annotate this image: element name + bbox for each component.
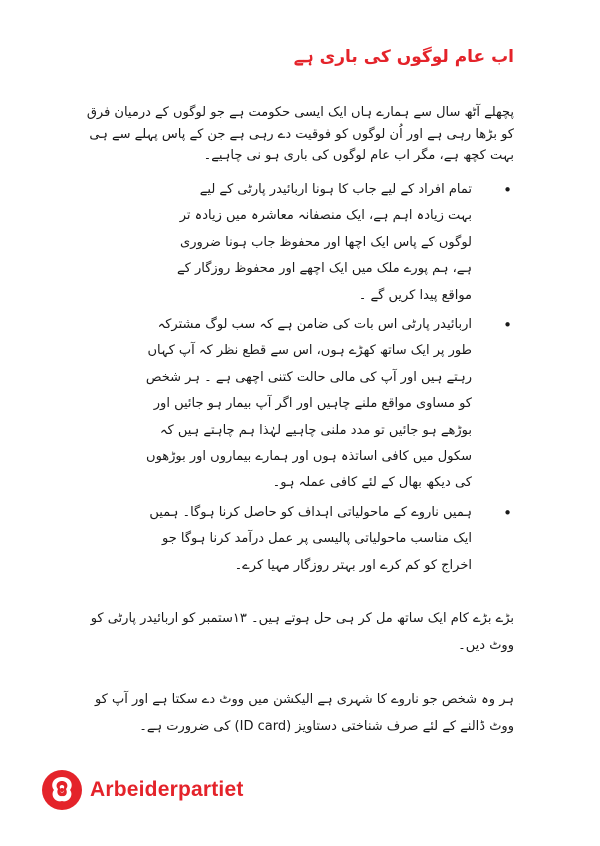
bullet-list xyxy=(84,177,514,582)
bullet-text: ہمیں ناروے کے ماحولیاتی اہداف کو حاصل کرنا ہوگا۔ ہمیں ایک مناسب ماحولیاتی پالیسی پر عمل درآمد کرنا ہوگا جو اخراج کو کم کرے اور بہتر روزگار مہیا کرے۔ xyxy=(149,504,472,573)
bullet-text: اربائیدر پارٹی اس بات کی ضامن ہے کہ سب لوگ مشترکہ طور پر ایک ساتھ کھڑے ہوں، اس سے قطع نظر کہ آپ کہاں رہتے ہیں اور آپ کی مالی حالت کتنی اچھی ہے ۔ ہر شخص کو مساوی مواقع ملنے چاہیں اور اگر آپ بیمار ہو جائیں اور بوڑھے ہو جائیں تو مدد ملنی چاہیے لہٰذا ہم چاہتے ہیں کہ سکول میں کافی اساتذہ ہوں اور ہمارے بیماروں اور بوڑھوں کی دیکھ بھال کے لئے کافی عملہ ہو۔ xyxy=(145,317,472,491)
intro-paragraph: پچھلے آٹھ سال سے ہمارے ہاں ایک ایسی حکومت ہے جو لوگوں کے درمیان فرق کو بڑھا رہی ہے اور اُن لوگوں کو فوقیت دے رہی ہے جن کے پاس پہلے سے ہی بہت کچھ ہے، مگر اب عام لوگوں کی باری ہو نی چاہیے۔ xyxy=(86,105,514,163)
voting-note-paragraph: ہر وہ شخص جو ناروے کا شہری ہے الیکشن میں ووٹ دے سکتا ہے اور آپ کو ووٹ ڈالنے کے لئے صرف شناختی دستاویز (ID card) کی ضرورت ہے۔ xyxy=(94,692,514,734)
arbeiderpartiet-logo xyxy=(40,765,244,815)
bullet-dot: • xyxy=(503,181,512,199)
page-title: اب عام لوگوں کی باری ہے xyxy=(293,47,514,67)
closing-paragraph: بڑے بڑے کام ایک ساتھ مل کر ہی حل ہوتے ہیں۔ ۱۳ستمبر کو اربائیدر پارٹی کو ووٹ دیں۔ xyxy=(90,611,514,653)
bullet-item-equality xyxy=(84,312,514,497)
bullet-dot: • xyxy=(503,503,512,522)
bullet-item-jobs xyxy=(84,177,514,309)
bullet-text: تمام افراد کے لیے جاب کا ہونا اربائیدر پارٹی کے لیے بہت زیادہ اہم ہے، ایک منصفانہ معاشرہ میں زیادہ تر لوگوں کے پاس ایک اچھا اور محفوظ جاب ہونا ضروری ہے، ہم پورے ملک میں ایک اچھے اور محفوظ روزگار کے مواقع پیدا کریں گے ۔ xyxy=(177,182,472,303)
rose-logo-icon xyxy=(40,768,84,812)
logo-text: Arbeiderpartiet xyxy=(90,778,244,801)
bullet-item-climate xyxy=(84,500,514,579)
bullet-dot: • xyxy=(503,316,512,335)
